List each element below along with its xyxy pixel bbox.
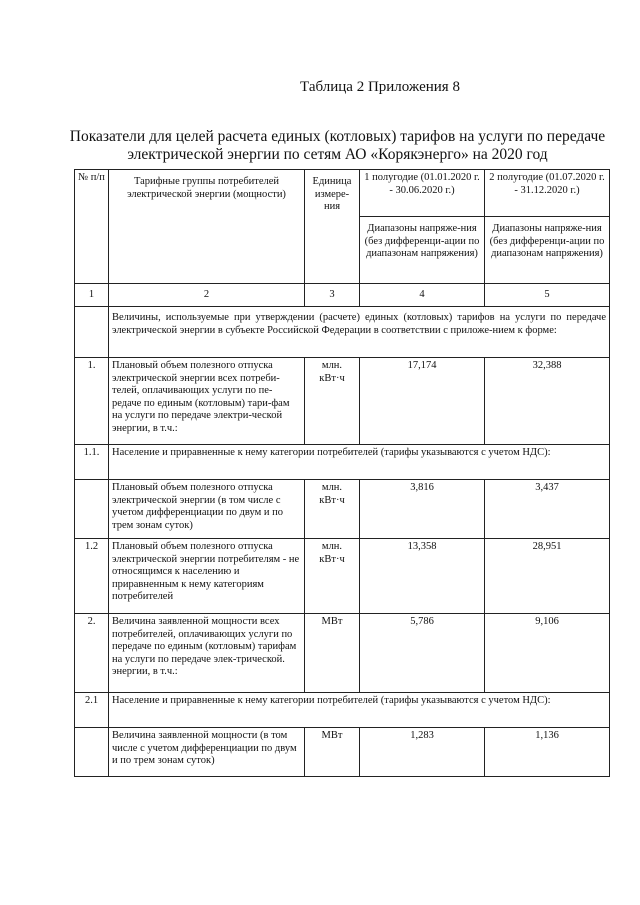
document-title: [60, 128, 615, 164]
row-num: [75, 728, 109, 777]
row-unit: МВт: [305, 728, 360, 777]
row-value-h1: 5,786: [360, 614, 485, 693]
header-half1: 1 полугодие (01.01.2020 г. - 30.06.2020 г.): [360, 170, 485, 217]
row-name: Плановый объем полезного отпуска электрической энергии (в том числе с учетом дифференциации по двум и по трем зонам суток): [109, 480, 305, 539]
row-num: 2.1: [75, 693, 109, 728]
row-value-h2: 9,106: [485, 614, 610, 693]
row-unit: МВт: [305, 614, 360, 693]
title-line-1: Показатели для целей расчета единых (котловых) тарифов на услуги по передаче: [69, 128, 606, 145]
row-value-h1: 3,816: [360, 480, 485, 539]
row-name: Величина заявленной мощности (в том числе с учетом дифференциации по двум и по трем зонам суток): [109, 728, 305, 777]
row-value-h2: 1,136: [485, 728, 610, 777]
header-half2: 2 полугодие (01.07.2020 г. - 31.12.2020 г.): [485, 170, 610, 217]
section-intro-row: [75, 307, 610, 358]
row-section-label: Население и приравненные к нему категории потребителей (тарифы указываются с учетом НДС):: [109, 445, 610, 480]
col-number: 1: [75, 284, 109, 307]
appendix-label: Таблица 2 Приложения 8: [300, 79, 460, 95]
row-num: [75, 480, 109, 539]
col-number: 5: [485, 284, 610, 307]
row-num: 2.: [75, 614, 109, 693]
section-intro: Величины, используемые при утверждении (расчете) единых (котловых) тарифов на услуги по передаче электрической энергии в субъекте Российской Федерации в соответствии с приложе-нием к форме:: [109, 307, 610, 358]
table-row: [75, 445, 610, 480]
row-value-h1: 1,283: [360, 728, 485, 777]
row-name: Плановый объем полезного отпуска электрической энергии всех потреби-телей, оплачивающих услуги по пе-редаче по единым (котловым) тари-фам на услуги по передаче электри-ческой энергии, в т.ч.:: [109, 358, 305, 445]
row-section-label: Население и приравненные к нему категории потребителей (тарифы указываются с учетом НДС):: [109, 693, 610, 728]
header-row: [75, 170, 610, 217]
row-name: Плановый объем полезного отпуска электрической энергии потребителям - не относящимся к населению и приравненным к нему категориям потребителей: [109, 539, 305, 614]
table-row: [75, 539, 610, 614]
subheader-half1: Диапазоны напряже-ния (без дифференци-ации по диапазонам напряжения): [360, 217, 485, 284]
row-unit: млн. кВт·ч: [305, 539, 360, 614]
col-number: 3: [305, 284, 360, 307]
tariff-table: [74, 169, 610, 777]
row-num: 1.1.: [75, 445, 109, 480]
row-value-h2: 3,437: [485, 480, 610, 539]
header-unit: Единица измере-ния: [305, 170, 360, 284]
row-value-h1: 13,358: [360, 539, 485, 614]
table-row: [75, 480, 610, 539]
header-groups: Тарифные группы потребителей электрической энергии (мощности): [109, 170, 305, 284]
row-value-h2: 32,388: [485, 358, 610, 445]
row-num: 1.: [75, 358, 109, 445]
subheader-half2: Диапазоны напряже-ния (без дифференци-ации по диапазонам напряжения): [485, 217, 610, 284]
title-line-2: электрической энергии по сетям АО «Корякэнерго» на 2020 год: [127, 146, 548, 163]
row-unit: млн. кВт·ч: [305, 358, 360, 445]
table-row: [75, 693, 610, 728]
row-name: Величина заявленной мощности всех потребителей, оплачивающих услуги по передаче по единым (котловым) тарифам на услуги по передаче элек-трической. энергии, в т.ч.:: [109, 614, 305, 693]
row-value-h1: 17,174: [360, 358, 485, 445]
col-number: 2: [109, 284, 305, 307]
table-row: [75, 358, 610, 445]
row-value-h2: 28,951: [485, 539, 610, 614]
table-row: [75, 614, 610, 693]
row-unit: млн. кВт·ч: [305, 480, 360, 539]
table-row: [75, 728, 610, 777]
col-number: 4: [360, 284, 485, 307]
header-num: № п/п: [75, 170, 109, 284]
row-num: 1.2: [75, 539, 109, 614]
column-number-row: [75, 284, 610, 307]
